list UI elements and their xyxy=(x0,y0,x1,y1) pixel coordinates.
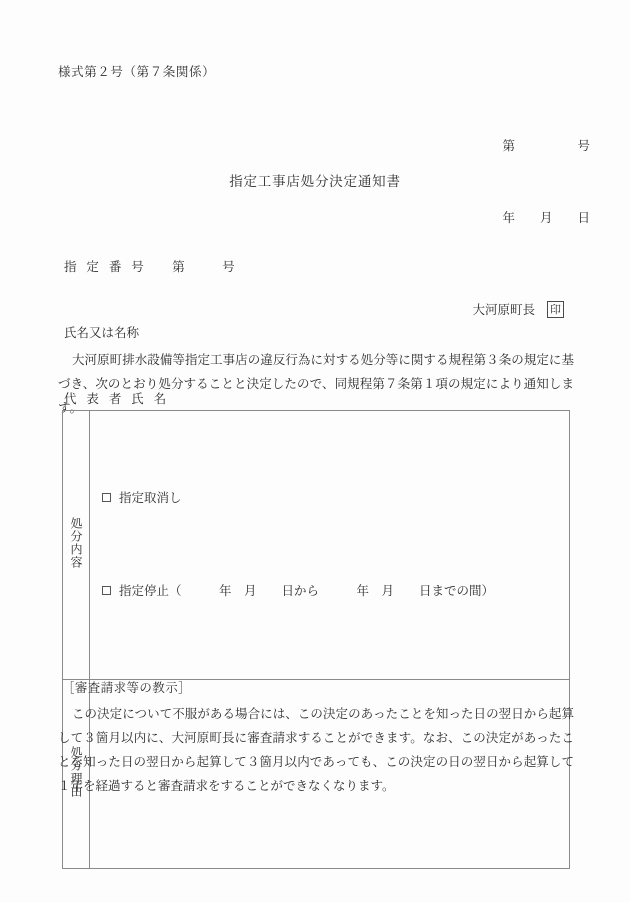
designation-number-value: 第 号 xyxy=(172,260,235,274)
checkbox-icon[interactable] xyxy=(102,493,111,502)
appeal-notice-paragraph: この決定について不服がある場合には、この決定のあったことを知った日の翌日から起算して３箇月以内に、大河原町長に審査請求することができます。なお、この決定があったことを知った日の翌日から起算して３箇月以内であっても、この決定の日の翌日から起算して１年を経過すると審査請求をすることができなくなります。 xyxy=(58,707,574,793)
representative-name-label: 代 表 者 氏 名 xyxy=(64,392,170,406)
issuer-line xyxy=(472,300,564,318)
issue-date-line: 年 月 日 xyxy=(502,211,590,225)
issuer-name: 大河原町長 xyxy=(472,303,535,317)
option-label: 指定取消し xyxy=(119,491,182,505)
list-item[interactable] xyxy=(102,483,569,514)
form-number: 様式第２号（第７条関係） xyxy=(58,65,216,79)
row-label-cell-disposition-content xyxy=(63,411,90,680)
row-label-disposition-reason: 処分理由 xyxy=(69,746,83,798)
option-label: 指定停止（ 年 月 日から 年 月 日までの間） xyxy=(119,584,495,598)
disposition-table xyxy=(62,410,570,869)
designation-number-label: 指 定 番 号 xyxy=(64,260,148,274)
row-value-cell-disposition-content xyxy=(90,411,570,680)
appeal-notice-heading: ［審査請求等の教示］ xyxy=(62,681,192,695)
list-item[interactable] xyxy=(102,576,569,607)
checkbox-icon[interactable] xyxy=(102,586,111,595)
disposition-option-list xyxy=(90,411,569,679)
company-name-label: 氏名又は名称 xyxy=(64,326,140,340)
row-label-disposition-content: 処分内容 xyxy=(69,517,83,569)
designation-number-row xyxy=(64,256,235,278)
body-paragraph: 大河原町排水設備等指定工事店の違反行為に対する処分等に関する規程第３条の規定に基づき、次のとおり処分することと決定したので、同規程第７条第１項の規定により通知します。 xyxy=(58,353,574,415)
page-title: 指定工事店処分決定通知書 xyxy=(229,174,401,189)
reference-number-line: 第 号 xyxy=(502,139,590,153)
table-row xyxy=(63,411,570,680)
seal-icon: 印 xyxy=(547,301,564,318)
